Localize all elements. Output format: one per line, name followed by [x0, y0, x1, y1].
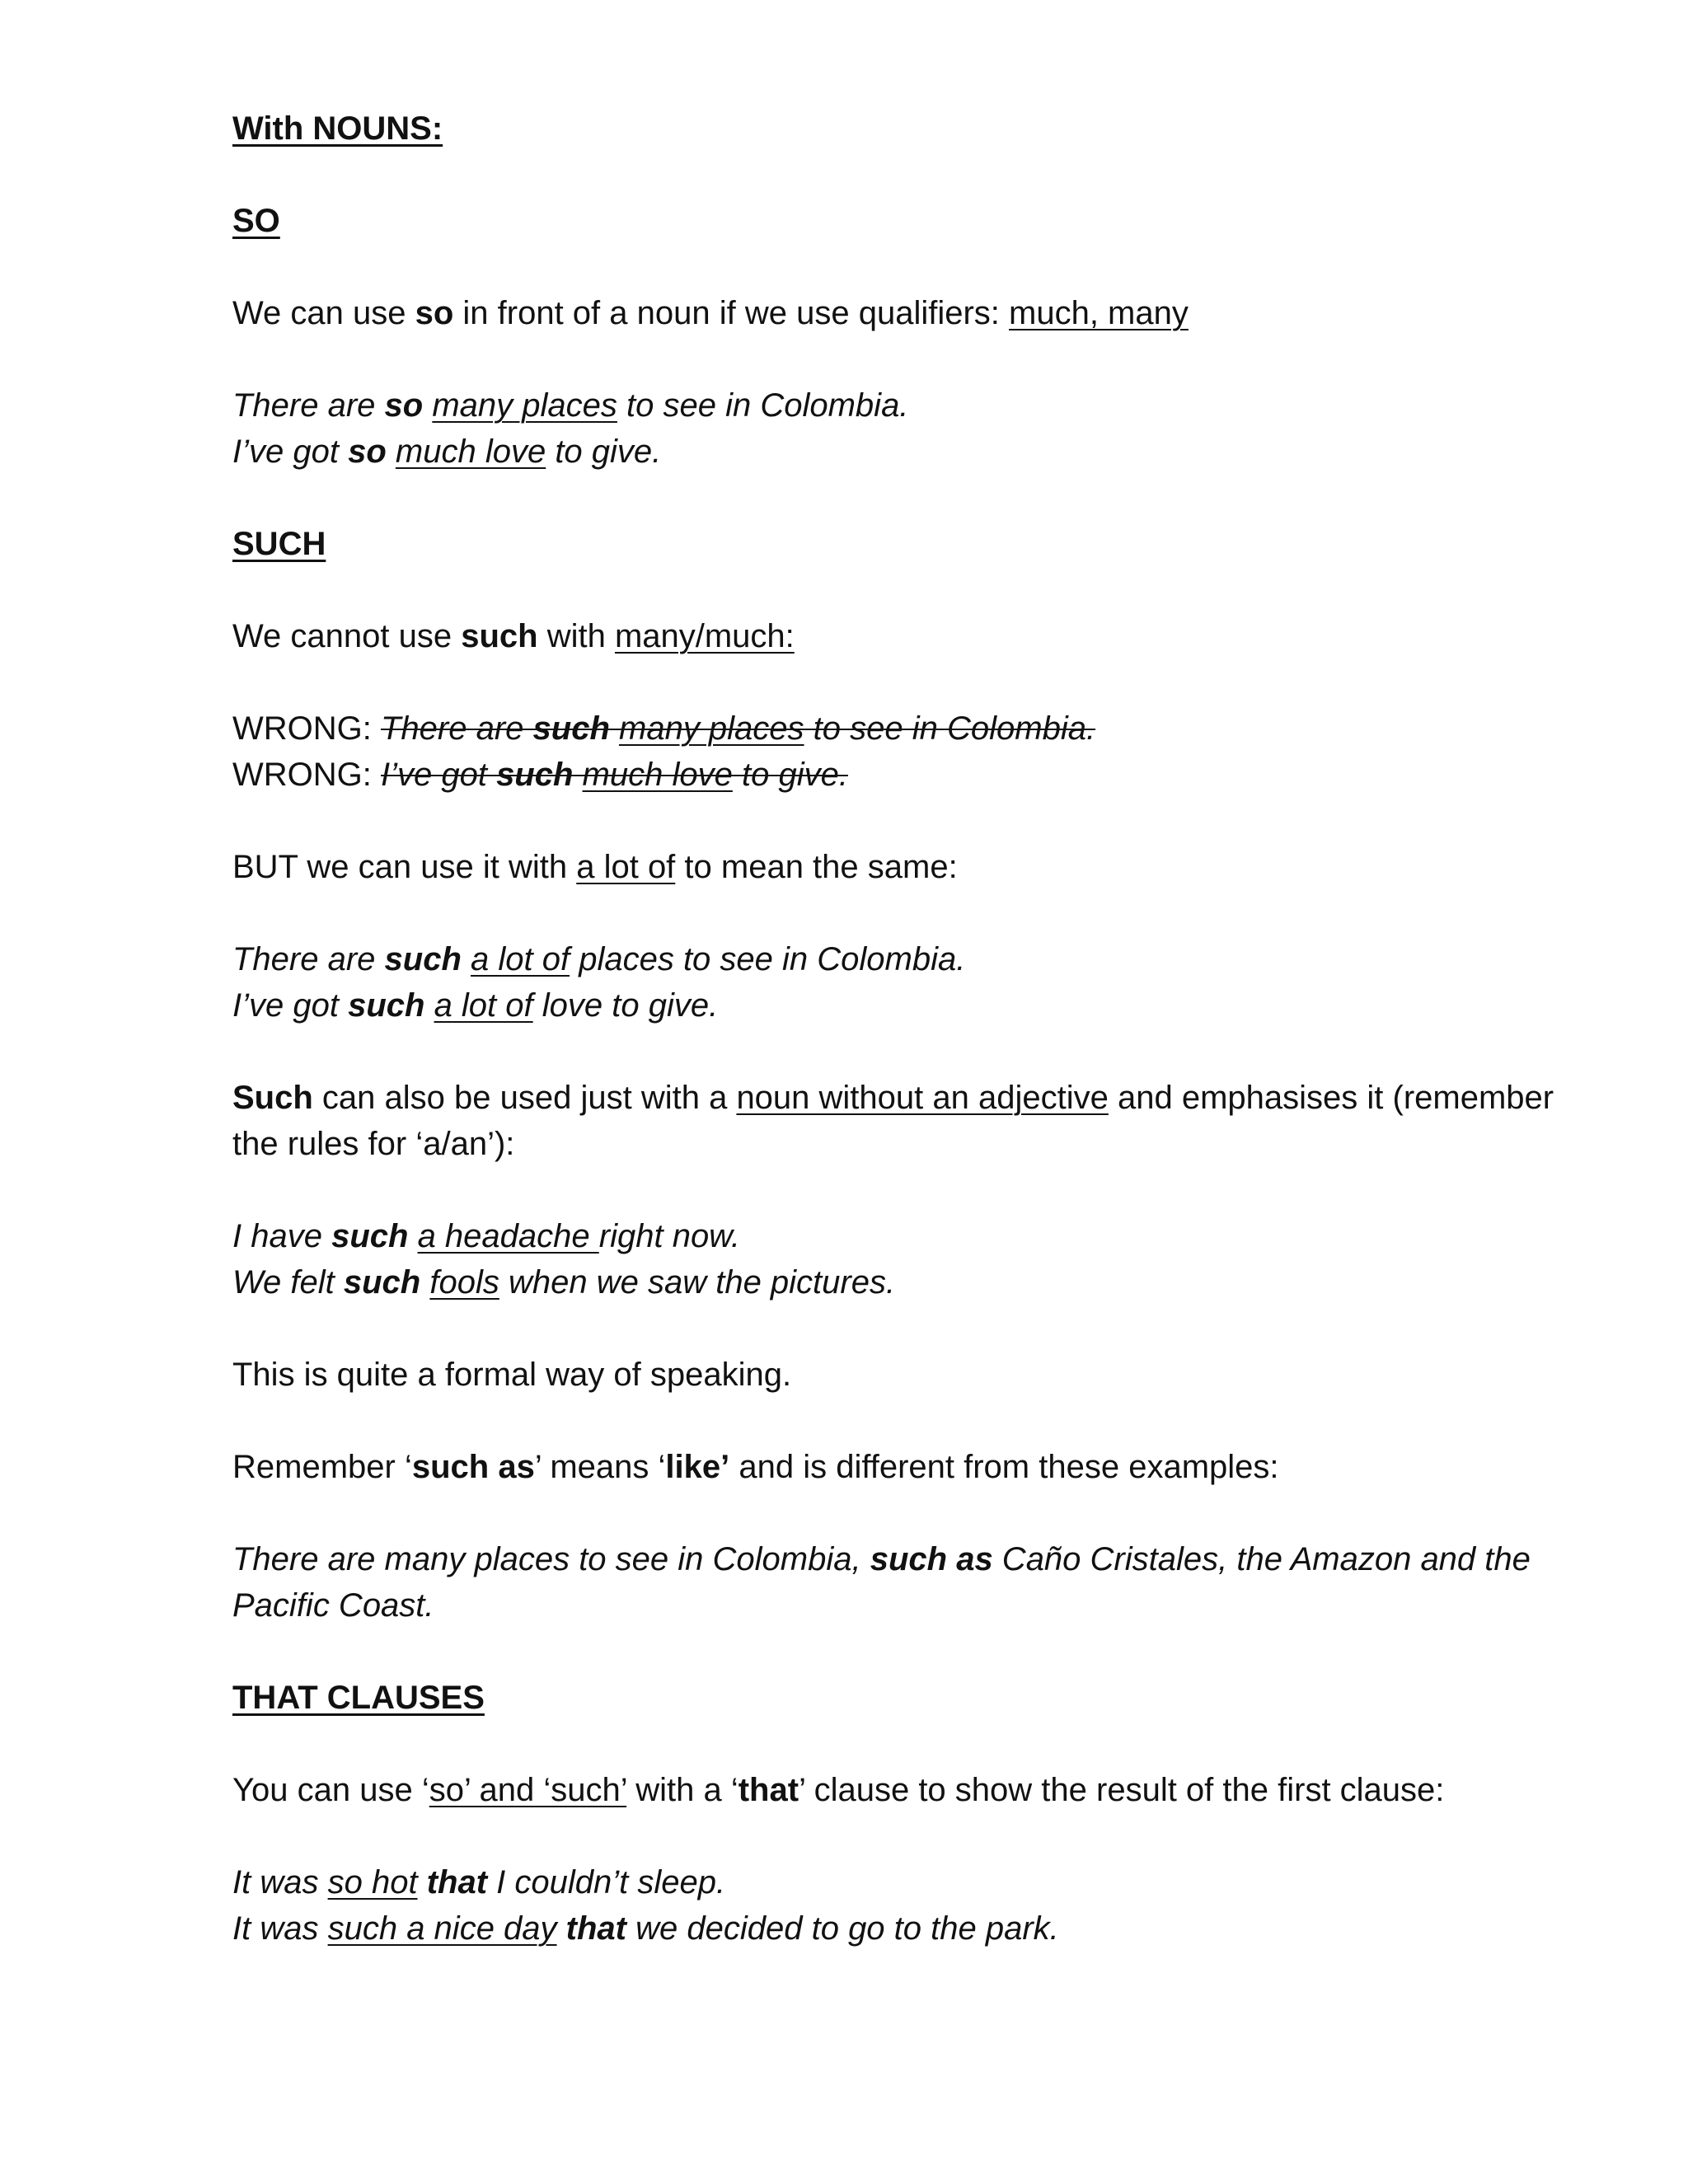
that-ex1-underlined: so hot — [327, 1864, 418, 1900]
so-rule-qualifiers: much, many — [1009, 295, 1189, 331]
such-as-ex-pre: There are many places to see in Colombia, — [232, 1541, 870, 1577]
such-example-1 — [232, 936, 1564, 982]
that-ex2-pre: It was — [232, 1910, 328, 1947]
so-example-2 — [232, 429, 1564, 475]
that-rule-bold: that — [738, 1772, 799, 1808]
that-ex1-pre: It was — [232, 1864, 328, 1900]
formal-note: This is quite a formal way of speaking. — [232, 1357, 792, 1393]
that-example-2 — [232, 1905, 1564, 1952]
that-clauses-heading: THAT CLAUSES — [232, 1680, 485, 1716]
that-rule — [232, 1767, 1564, 1813]
such-as-rule-bold1: such as — [411, 1449, 535, 1485]
wrong-1-pre: There are — [380, 710, 533, 747]
such-as-ex-bold: such as — [870, 1541, 993, 1577]
such-ex2-underlined: a lot of — [434, 987, 533, 1024]
so-rule-mid: in front of a noun if we use qualifiers: — [453, 295, 1010, 331]
so-rule — [232, 290, 1564, 336]
such-as-rule-pre: Remember ‘ — [232, 1449, 412, 1485]
such-ex4-underlined: fools — [429, 1264, 499, 1301]
such-rule — [232, 613, 1564, 659]
so-heading: SO — [232, 203, 280, 239]
such-as-example — [232, 1536, 1564, 1629]
but-rule-post: to mean the same: — [675, 849, 958, 885]
such-rule-bold: such — [461, 618, 538, 654]
wrong-1-label: WRONG: — [232, 710, 381, 747]
that-rule-underlined: so’ and ‘such’ — [429, 1772, 627, 1808]
such-noun-rule-post: and emphasises it (remember the rules for ‘a/an’): — [232, 1080, 1554, 1162]
wrong-2-space — [573, 757, 582, 793]
such-as-ex-post: Caño Cristales, the Amazon and the Pacific Coast. — [232, 1541, 1531, 1624]
such-heading: SUCH — [232, 526, 326, 562]
that-rule-pre: You can use ‘ — [232, 1772, 429, 1808]
that-rule-post: ’ clause to show the result of the first clause: — [799, 1772, 1445, 1808]
wrong-1-post: to see in Colombia. — [804, 710, 1096, 747]
wrong-2-underlined: much love — [582, 757, 733, 793]
so-ex1-pre: There are — [232, 387, 385, 424]
that-ex1-bold: that — [426, 1864, 488, 1900]
such-ex3-space — [408, 1218, 417, 1254]
wrong-1-underlined: many places — [619, 710, 804, 747]
wrong-1-space — [610, 710, 619, 747]
such-ex4-space — [420, 1264, 429, 1301]
so-ex1-underlined: many places — [432, 387, 617, 424]
such-ex1-underlined: a lot of — [471, 941, 570, 977]
such-ex3-underlined: a headache — [417, 1218, 599, 1254]
such-example-2 — [232, 982, 1564, 1029]
such-noun-rule-bold: Such — [232, 1080, 313, 1116]
such-ex2-pre: I’ve got — [232, 987, 349, 1024]
such-ex1-post: places to see in Colombia. — [570, 941, 966, 977]
such-ex3-pre: I have — [232, 1218, 332, 1254]
wrong-2-sentence — [381, 757, 848, 793]
wrong-2-label: WRONG: — [232, 757, 381, 793]
wrong-example-1 — [232, 705, 1564, 752]
such-ex1-bold: such — [384, 941, 462, 977]
such-example-4 — [232, 1259, 1564, 1305]
so-example-1 — [232, 382, 1564, 429]
such-noun-rule-underlined: noun without an adjective — [736, 1080, 1109, 1116]
that-ex1-post: I couldn’t sleep. — [487, 1864, 726, 1900]
wrong-2-post: to give. — [732, 757, 848, 793]
that-ex2-underlined: such a nice day — [327, 1910, 557, 1947]
but-rule — [232, 844, 1564, 890]
but-rule-underlined: a lot of — [576, 849, 676, 885]
so-rule-pre: We can use — [232, 295, 415, 331]
wrong-1-bold: such — [532, 710, 610, 747]
so-ex1-space — [423, 387, 432, 424]
so-ex2-bold: so — [348, 434, 387, 470]
that-rule-mid: with a ‘ — [626, 1772, 738, 1808]
such-ex3-bold: such — [331, 1218, 409, 1254]
so-ex1-bold: so — [384, 387, 424, 424]
that-ex2-bold: that — [565, 1910, 626, 1947]
so-ex2-underlined: much love — [395, 434, 546, 470]
such-ex1-pre: There are — [232, 941, 385, 977]
such-ex1-space — [462, 941, 471, 977]
such-example-3 — [232, 1213, 1564, 1259]
so-rule-bold: so — [415, 295, 454, 331]
with-nouns-heading: With NOUNS: — [232, 110, 443, 147]
that-ex1-space — [418, 1864, 427, 1900]
such-ex2-post: love to give. — [532, 987, 719, 1024]
wrong-2-pre: I’ve got — [380, 757, 497, 793]
but-rule-pre: BUT we can use it with — [232, 849, 577, 885]
that-example-1 — [232, 1859, 1564, 1905]
such-ex2-space — [424, 987, 434, 1024]
such-ex2-bold: such — [348, 987, 425, 1024]
wrong-2-bold: such — [496, 757, 574, 793]
such-noun-rule-pre: can also be used just with a — [312, 1080, 737, 1116]
such-as-rule — [232, 1444, 1564, 1490]
such-ex4-post: when we saw the pictures. — [499, 1264, 896, 1301]
so-ex1-post: to see in Colombia. — [617, 387, 909, 424]
such-ex4-bold: such — [343, 1264, 421, 1301]
such-rule-pre: We cannot use — [232, 618, 462, 654]
such-ex3-post: right now. — [598, 1218, 740, 1254]
wrong-example-2 — [232, 752, 1564, 798]
such-noun-rule — [232, 1075, 1564, 1167]
such-rule-underlined: many/much: — [614, 618, 795, 654]
that-ex2-post: we decided to go to the park. — [626, 1910, 1059, 1947]
such-as-rule-mid: ’ means ‘ — [534, 1449, 666, 1485]
that-ex2-space — [557, 1910, 566, 1947]
such-rule-mid: with — [537, 618, 615, 654]
such-as-rule-post: and is different from these examples: — [729, 1449, 1279, 1485]
such-ex4-pre: We felt — [232, 1264, 344, 1301]
so-ex2-space — [387, 434, 396, 470]
such-as-rule-bold2: like’ — [665, 1449, 730, 1485]
so-ex2-post: to give. — [546, 434, 662, 470]
so-ex2-pre: I’ve got — [232, 434, 349, 470]
wrong-1-sentence — [381, 710, 1095, 747]
